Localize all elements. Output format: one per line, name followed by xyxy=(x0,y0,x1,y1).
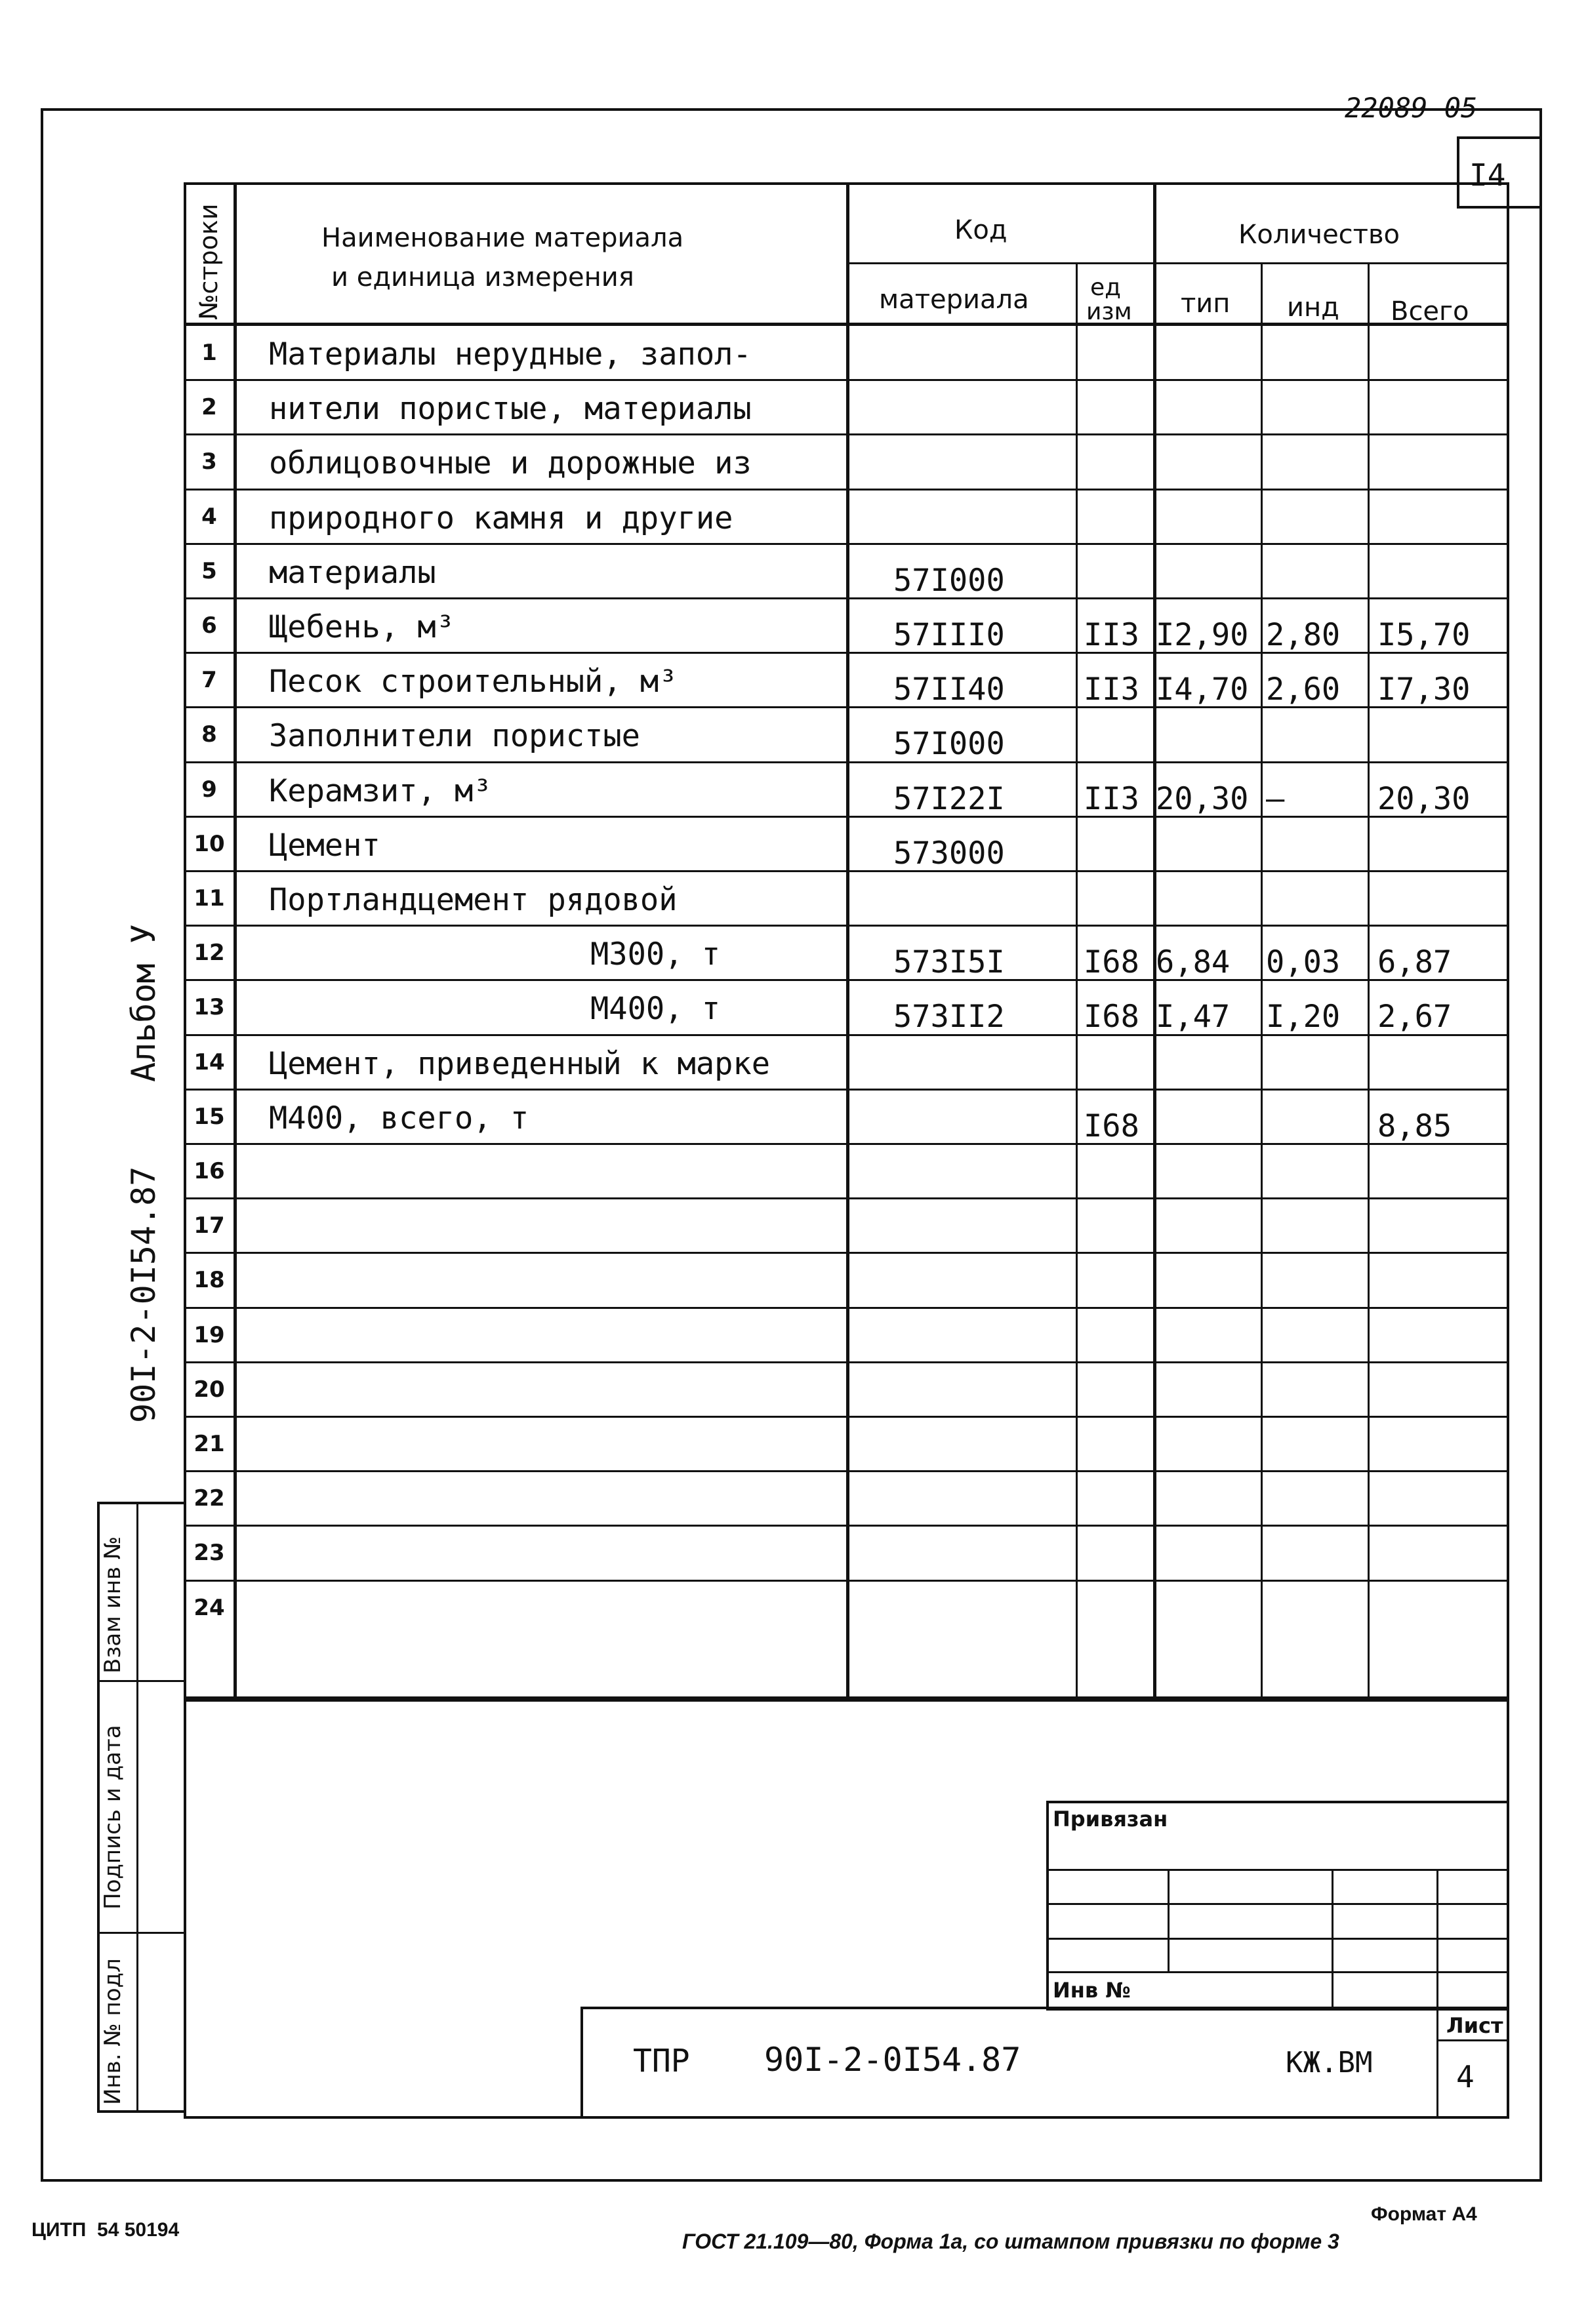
row-code: 573I5I xyxy=(893,944,1005,981)
row-code: 57II40 xyxy=(893,671,1005,708)
row-number: 7 xyxy=(201,667,217,694)
row-line xyxy=(184,1143,1509,1145)
row-line xyxy=(184,979,1509,981)
attached-col-2 xyxy=(1332,1869,1334,2011)
side-sign-date: Подпись и дата xyxy=(100,1725,126,1910)
row-line xyxy=(184,870,1509,872)
row-material-name: Керамзит, м³ xyxy=(269,772,492,809)
row-line xyxy=(184,1361,1509,1363)
unit-header-1: ед xyxy=(1090,274,1122,301)
row-number: 22 xyxy=(193,1485,225,1512)
name-header-line1: Наименование материала xyxy=(321,223,684,253)
row-line xyxy=(184,761,1509,763)
code-header: Код xyxy=(954,215,1008,245)
row-line xyxy=(184,1416,1509,1418)
row-number: 2 xyxy=(201,394,217,421)
row-line xyxy=(184,706,1509,708)
row-number: 20 xyxy=(193,1376,225,1403)
row-ind: 2,80 xyxy=(1266,617,1341,653)
row-code: 57I22I xyxy=(893,780,1005,817)
row-number: 4 xyxy=(201,503,217,530)
row-line xyxy=(184,1307,1509,1309)
side-album: Альбом У xyxy=(125,924,163,1082)
row-number: 11 xyxy=(193,885,225,912)
row-line xyxy=(184,1525,1509,1527)
side-divider-vertical xyxy=(136,1502,138,2113)
row-ind: I,20 xyxy=(1266,999,1341,1035)
name-header-line2: и единица измерения xyxy=(331,262,634,292)
row-material-name: материалы xyxy=(269,554,436,591)
corner-note: 22089-05 xyxy=(1345,92,1478,124)
rownum-header: №строки xyxy=(194,203,223,320)
row-material-name: М400, всего, т xyxy=(269,1100,529,1136)
row-code: 57I000 xyxy=(893,562,1005,599)
row-number: 19 xyxy=(193,1321,225,1348)
row-line xyxy=(184,489,1509,491)
row-number: 10 xyxy=(193,830,225,857)
attached-line-3 xyxy=(1046,1938,1509,1940)
attached-col-1 xyxy=(1168,1869,1170,1971)
row-code: 573000 xyxy=(893,835,1005,872)
row-line xyxy=(184,1034,1509,1036)
row-number: 16 xyxy=(193,1158,225,1184)
row-unit: I68 xyxy=(1084,1108,1139,1144)
stamp-tpr: ТПР xyxy=(633,2043,690,2079)
row-line xyxy=(184,379,1509,381)
row-unit: II3 xyxy=(1084,617,1139,653)
attached-line-4 xyxy=(1046,1971,1509,1973)
tip-header: тип xyxy=(1181,289,1231,319)
row-total: I5,70 xyxy=(1377,617,1471,653)
row-number: 14 xyxy=(193,1049,225,1075)
row-material-name: облицовочные и дорожные из xyxy=(269,445,752,482)
total-header: Всего xyxy=(1391,296,1469,327)
row-number: 18 xyxy=(193,1267,225,1294)
stamp-doc-number: 90I-2-0I54.87 xyxy=(764,2041,1021,2079)
attached-line-1 xyxy=(1046,1869,1509,1871)
row-material-name: М400, т xyxy=(590,991,721,1028)
row-material-name: Щебень, м³ xyxy=(269,609,455,645)
row-line xyxy=(184,1580,1509,1582)
row-tip: 20,30 xyxy=(1156,780,1249,817)
row-number: 15 xyxy=(193,1103,225,1130)
side-divider-1 xyxy=(97,1680,186,1682)
row-number: 21 xyxy=(193,1431,225,1457)
footer-format: Формат А4 xyxy=(1371,2203,1477,2225)
row-total: 20,30 xyxy=(1377,780,1471,817)
footer-left: ЦИТП 54 50194 xyxy=(31,2219,180,2241)
row-line xyxy=(184,1197,1509,1199)
row-tip: I4,70 xyxy=(1156,671,1249,708)
row-tip: 6,84 xyxy=(1156,944,1231,981)
unit-header-2: изм xyxy=(1086,298,1132,325)
side-divider-2 xyxy=(97,1932,186,1934)
row-line xyxy=(184,652,1509,654)
row-material-name: Материалы нерудные, запол- xyxy=(269,336,752,372)
row-line xyxy=(184,925,1509,927)
stamp-mark: КЖ.ВМ xyxy=(1286,2046,1373,2079)
row-ind: – xyxy=(1266,780,1285,817)
row-material-name: Цемент xyxy=(269,827,380,864)
row-number: 24 xyxy=(193,1594,225,1621)
row-total: I7,30 xyxy=(1377,671,1471,708)
row-tip: I,47 xyxy=(1156,999,1231,1035)
row-ind: 0,03 xyxy=(1266,944,1341,981)
row-total: 6,87 xyxy=(1377,944,1452,981)
row-material-name: Портландцемент рядовой xyxy=(269,882,678,918)
row-unit: I68 xyxy=(1084,999,1139,1035)
row-code: 573II2 xyxy=(893,999,1005,1035)
row-number: 6 xyxy=(201,612,217,639)
page-number: I4 xyxy=(1469,157,1506,193)
row-line xyxy=(184,543,1509,545)
footer-gost: ГОСТ 21.109—80, Форма 1а, со штампом привязки по форме 3 xyxy=(682,2230,1339,2253)
row-total: 8,85 xyxy=(1377,1108,1452,1144)
sheet-number: 4 xyxy=(1456,2059,1475,2094)
row-number: 1 xyxy=(201,340,217,366)
row-material-name: Песок строительный, м³ xyxy=(269,664,678,700)
row-material-name: нители пористые, материалы xyxy=(269,391,752,428)
row-ind: 2,60 xyxy=(1266,671,1341,708)
ind-header: инд xyxy=(1287,292,1339,323)
row-number: 17 xyxy=(193,1212,225,1239)
attached-col-3 xyxy=(1436,1869,1438,2011)
sheet-label: Лист xyxy=(1446,2013,1503,2038)
side-doc-number: 90I-2-0I54.87 xyxy=(125,1166,163,1423)
row-number: 5 xyxy=(201,557,217,584)
row-line xyxy=(184,433,1509,435)
sheet-col-line xyxy=(1436,2007,1438,2119)
inv-label: Инв № xyxy=(1053,1978,1131,2003)
row-material-name: М300, т xyxy=(590,936,721,973)
row-number: 12 xyxy=(193,940,225,967)
attached-label: Привязан xyxy=(1053,1807,1168,1832)
row-code: 57I000 xyxy=(893,726,1005,763)
sheet-row-line xyxy=(1436,2039,1509,2041)
row-line xyxy=(184,1470,1509,1472)
side-inv-orig: Инв. № подл xyxy=(100,1958,126,2105)
attached-line-2 xyxy=(1046,1903,1509,1905)
row-number: 23 xyxy=(193,1540,225,1567)
row-line xyxy=(184,1089,1509,1091)
material-code-header: материала xyxy=(879,285,1029,315)
row-total: 2,67 xyxy=(1377,999,1452,1035)
row-line xyxy=(184,1252,1509,1254)
row-number: 9 xyxy=(201,776,217,803)
row-unit: I68 xyxy=(1084,944,1139,981)
row-number: 8 xyxy=(201,721,217,748)
row-unit: II3 xyxy=(1084,780,1139,817)
quantity-header: Количество xyxy=(1238,220,1400,250)
row-number: 3 xyxy=(201,449,217,475)
row-line xyxy=(184,597,1509,599)
row-material-name: Заполнители пористые xyxy=(269,718,640,755)
header-subline xyxy=(846,262,1509,264)
row-tip: I2,90 xyxy=(1156,617,1249,653)
row-code: 57III0 xyxy=(893,617,1005,653)
side-inv-replace: Взам инв № xyxy=(100,1536,126,1673)
row-line xyxy=(184,816,1509,818)
row-unit: II3 xyxy=(1084,671,1139,708)
row-material-name: Цемент, приведенный к марке xyxy=(269,1045,771,1082)
row-material-name: природного камня и другие xyxy=(269,500,733,536)
row-number: 13 xyxy=(193,994,225,1021)
